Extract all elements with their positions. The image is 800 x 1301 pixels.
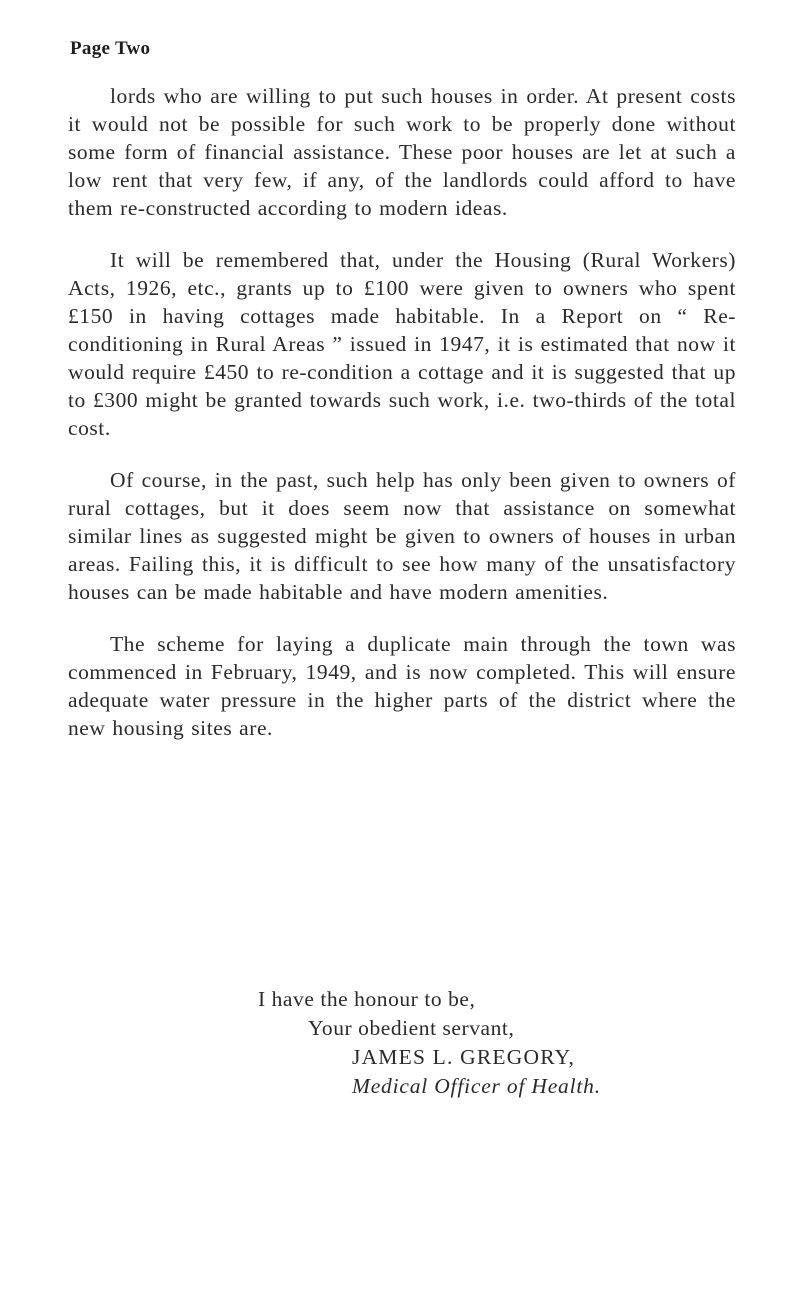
letter-closing — [68, 985, 736, 1101]
page-header: Page Two — [70, 38, 151, 59]
paragraph-2: It will be remembered that, under the Housing (Rural Workers) Acts, 1926, etc., grants up to £100 were given to owners who spent £150 in having cottages made habitable. In a Report on “ Re-conditioning in Rural Areas ” issued in 1947, it is estimated that now it would require £450 to re-condition a cottage and it is suggested that up to £300 might be granted towards such work, i.e. two-thirds of the total cost. — [68, 248, 736, 440]
servant-line: Your obedient servant, — [308, 1016, 515, 1040]
paragraph-3: Of course, in the past, such help has only been given to owners of rural cottages, but it does seem now that assistance on somewhat similar lines as suggested might be given to owners of houses in urban areas. Failing this, it is difficult to see how many of the unsatisfactory houses can be made habitable and have modern amenities. — [68, 468, 736, 604]
paragraph-1: lords who are willing to put such houses in order. At present costs it would not be possible for such work to be properly done without some form of financial assistance. These poor houses are let at such a low rent that very few, if any, of the landlords could afford to have them re-constructed according to modern ideas. — [68, 84, 736, 220]
signatory-name: JAMES L. GREGORY, — [352, 1045, 576, 1069]
paragraph-4: The scheme for laying a duplicate main through the town was commenced in February, 1949, and is now completed. This will ensure adequate water pressure in the higher parts of the district where the new housing sites are. — [68, 632, 736, 740]
letter-body — [68, 82, 736, 766]
honour-line: I have the honour to be, — [258, 987, 476, 1011]
signatory-title: Medical Officer of Health. — [352, 1074, 601, 1098]
